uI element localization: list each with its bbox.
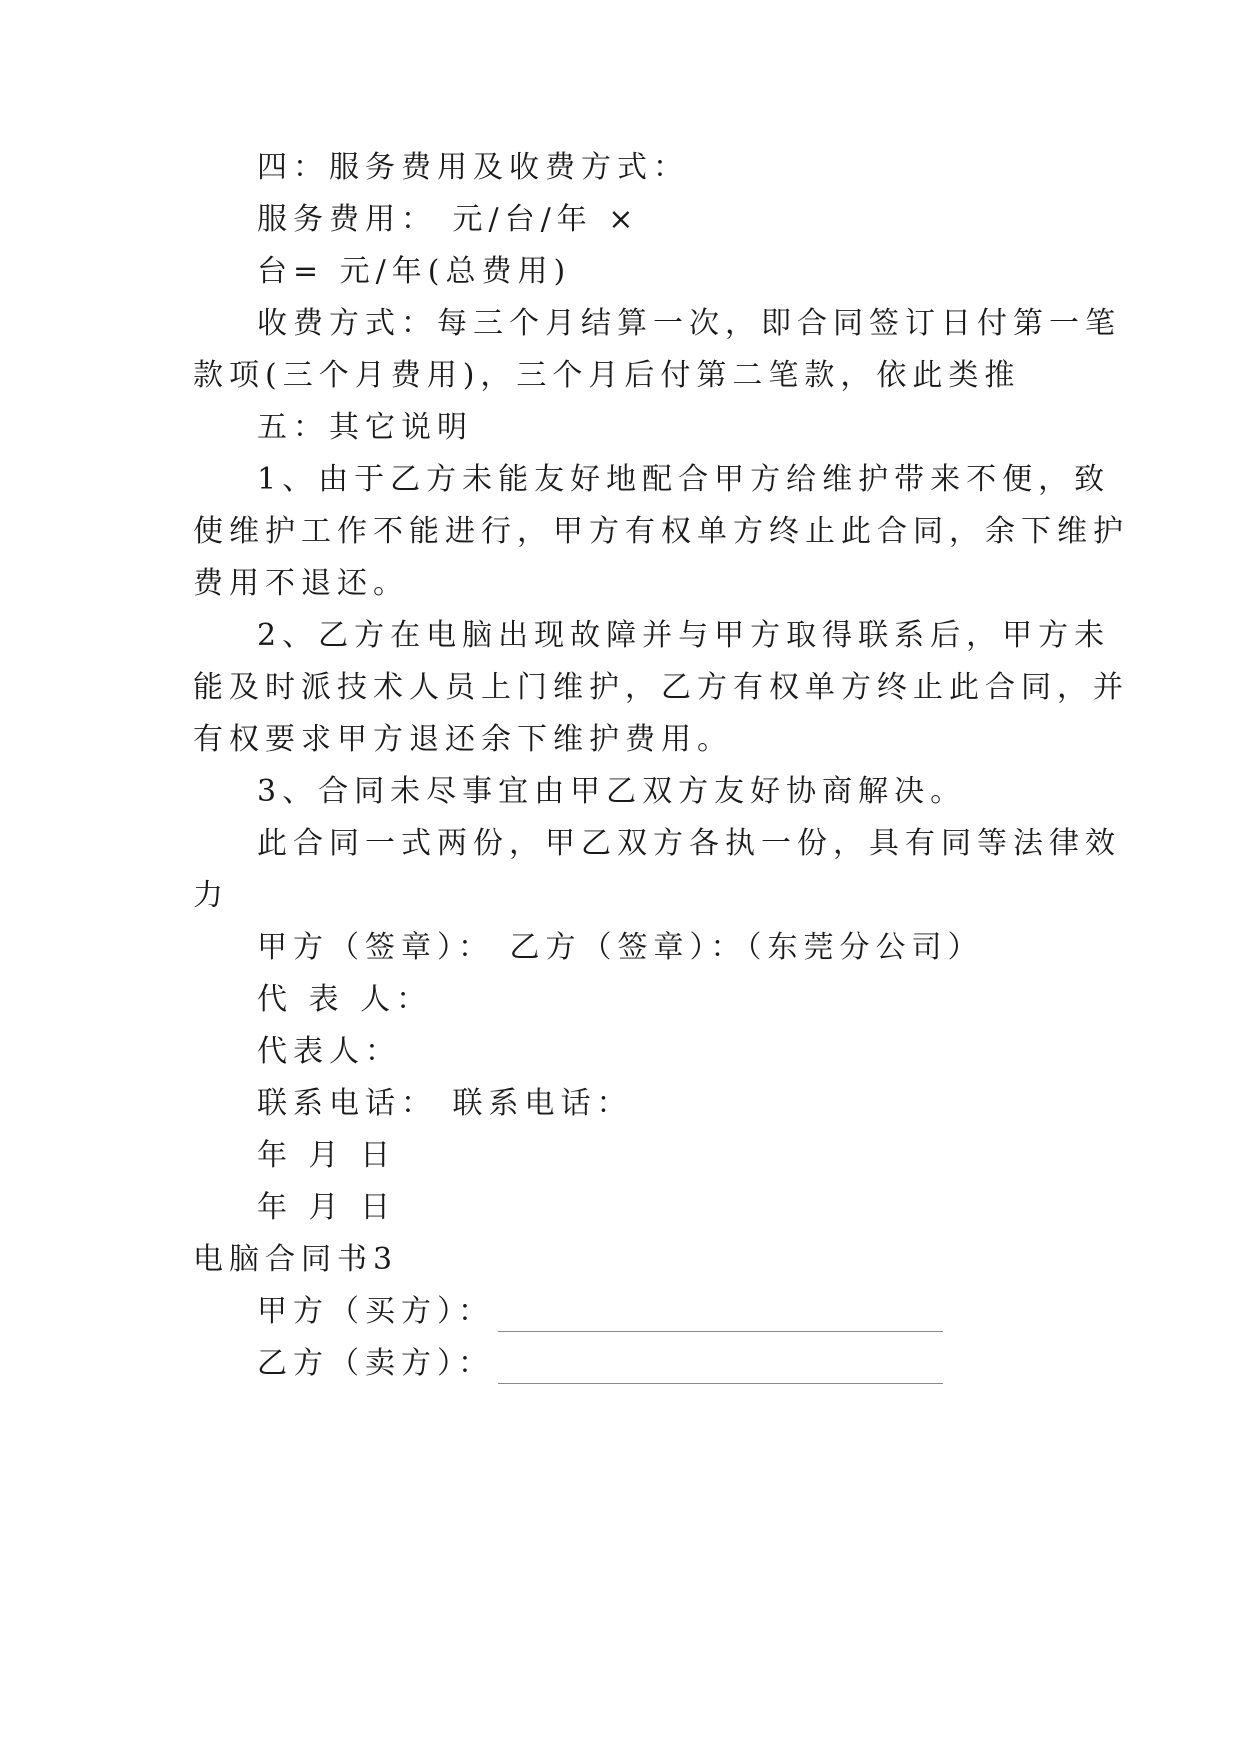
clause-1-end: 费用不退还。 bbox=[193, 566, 409, 601]
clause-1-cont: 使维护工作不能进行，甲方有权单方终止此合同，余下维护 bbox=[193, 514, 1129, 549]
section-four-heading: 四：服务费用及收费方式： bbox=[257, 150, 689, 185]
clause-2-cont: 能及时派技术人员上门维护，乙方有权单方终止此合同，并 bbox=[193, 670, 1129, 705]
party-b-label: 乙方（卖方）： bbox=[257, 1346, 494, 1381]
section-five-heading: 五：其它说明 bbox=[257, 410, 473, 445]
party-b-row bbox=[257, 1344, 943, 1384]
clause-3: 3、合同未尽事宜由甲乙双方友好协商解决。 bbox=[257, 774, 967, 809]
party-b-blank bbox=[498, 1353, 943, 1384]
date-b: 年 月 日 bbox=[257, 1190, 397, 1225]
party-a-row bbox=[257, 1292, 943, 1332]
clause-2: 2、乙方在电脑出现故障并与甲方取得联系后，甲方未 bbox=[257, 618, 1111, 653]
contract-three-title: 电脑合同书3 bbox=[193, 1242, 399, 1277]
copies-clause-end: 力 bbox=[193, 878, 229, 913]
representative-b: 代表人： bbox=[257, 1034, 401, 1069]
representative-a: 代 表 人： bbox=[257, 982, 433, 1017]
date-a: 年 月 日 bbox=[257, 1138, 397, 1173]
fee-line: 服务费用： 元/台/年 × bbox=[257, 202, 640, 237]
fee-total-line: 台= 元/年(总费用) bbox=[257, 254, 572, 289]
clause-1: 1、由于乙方未能友好地配合甲方给维护带来不便，致 bbox=[257, 462, 1111, 497]
payment-method-line-cont: 款项(三个月费用)，三个月后付第二笔款，依此类推 bbox=[193, 358, 1021, 393]
party-a-blank bbox=[498, 1301, 943, 1332]
contact-phones: 联系电话： 联系电话： bbox=[257, 1086, 633, 1121]
copies-clause: 此合同一式两份，甲乙双方各执一份，具有同等法律效 bbox=[257, 826, 1121, 861]
party-a-label: 甲方（买方）： bbox=[257, 1294, 494, 1329]
payment-method-line: 收费方式：每三个月结算一次，即合同签订日付第一笔 bbox=[257, 306, 1121, 341]
clause-2-end: 有权要求甲方退还余下维护费用。 bbox=[193, 722, 733, 757]
signature-parties: 甲方（签章）： 乙方（签章）：（东莞分公司） bbox=[257, 930, 984, 965]
